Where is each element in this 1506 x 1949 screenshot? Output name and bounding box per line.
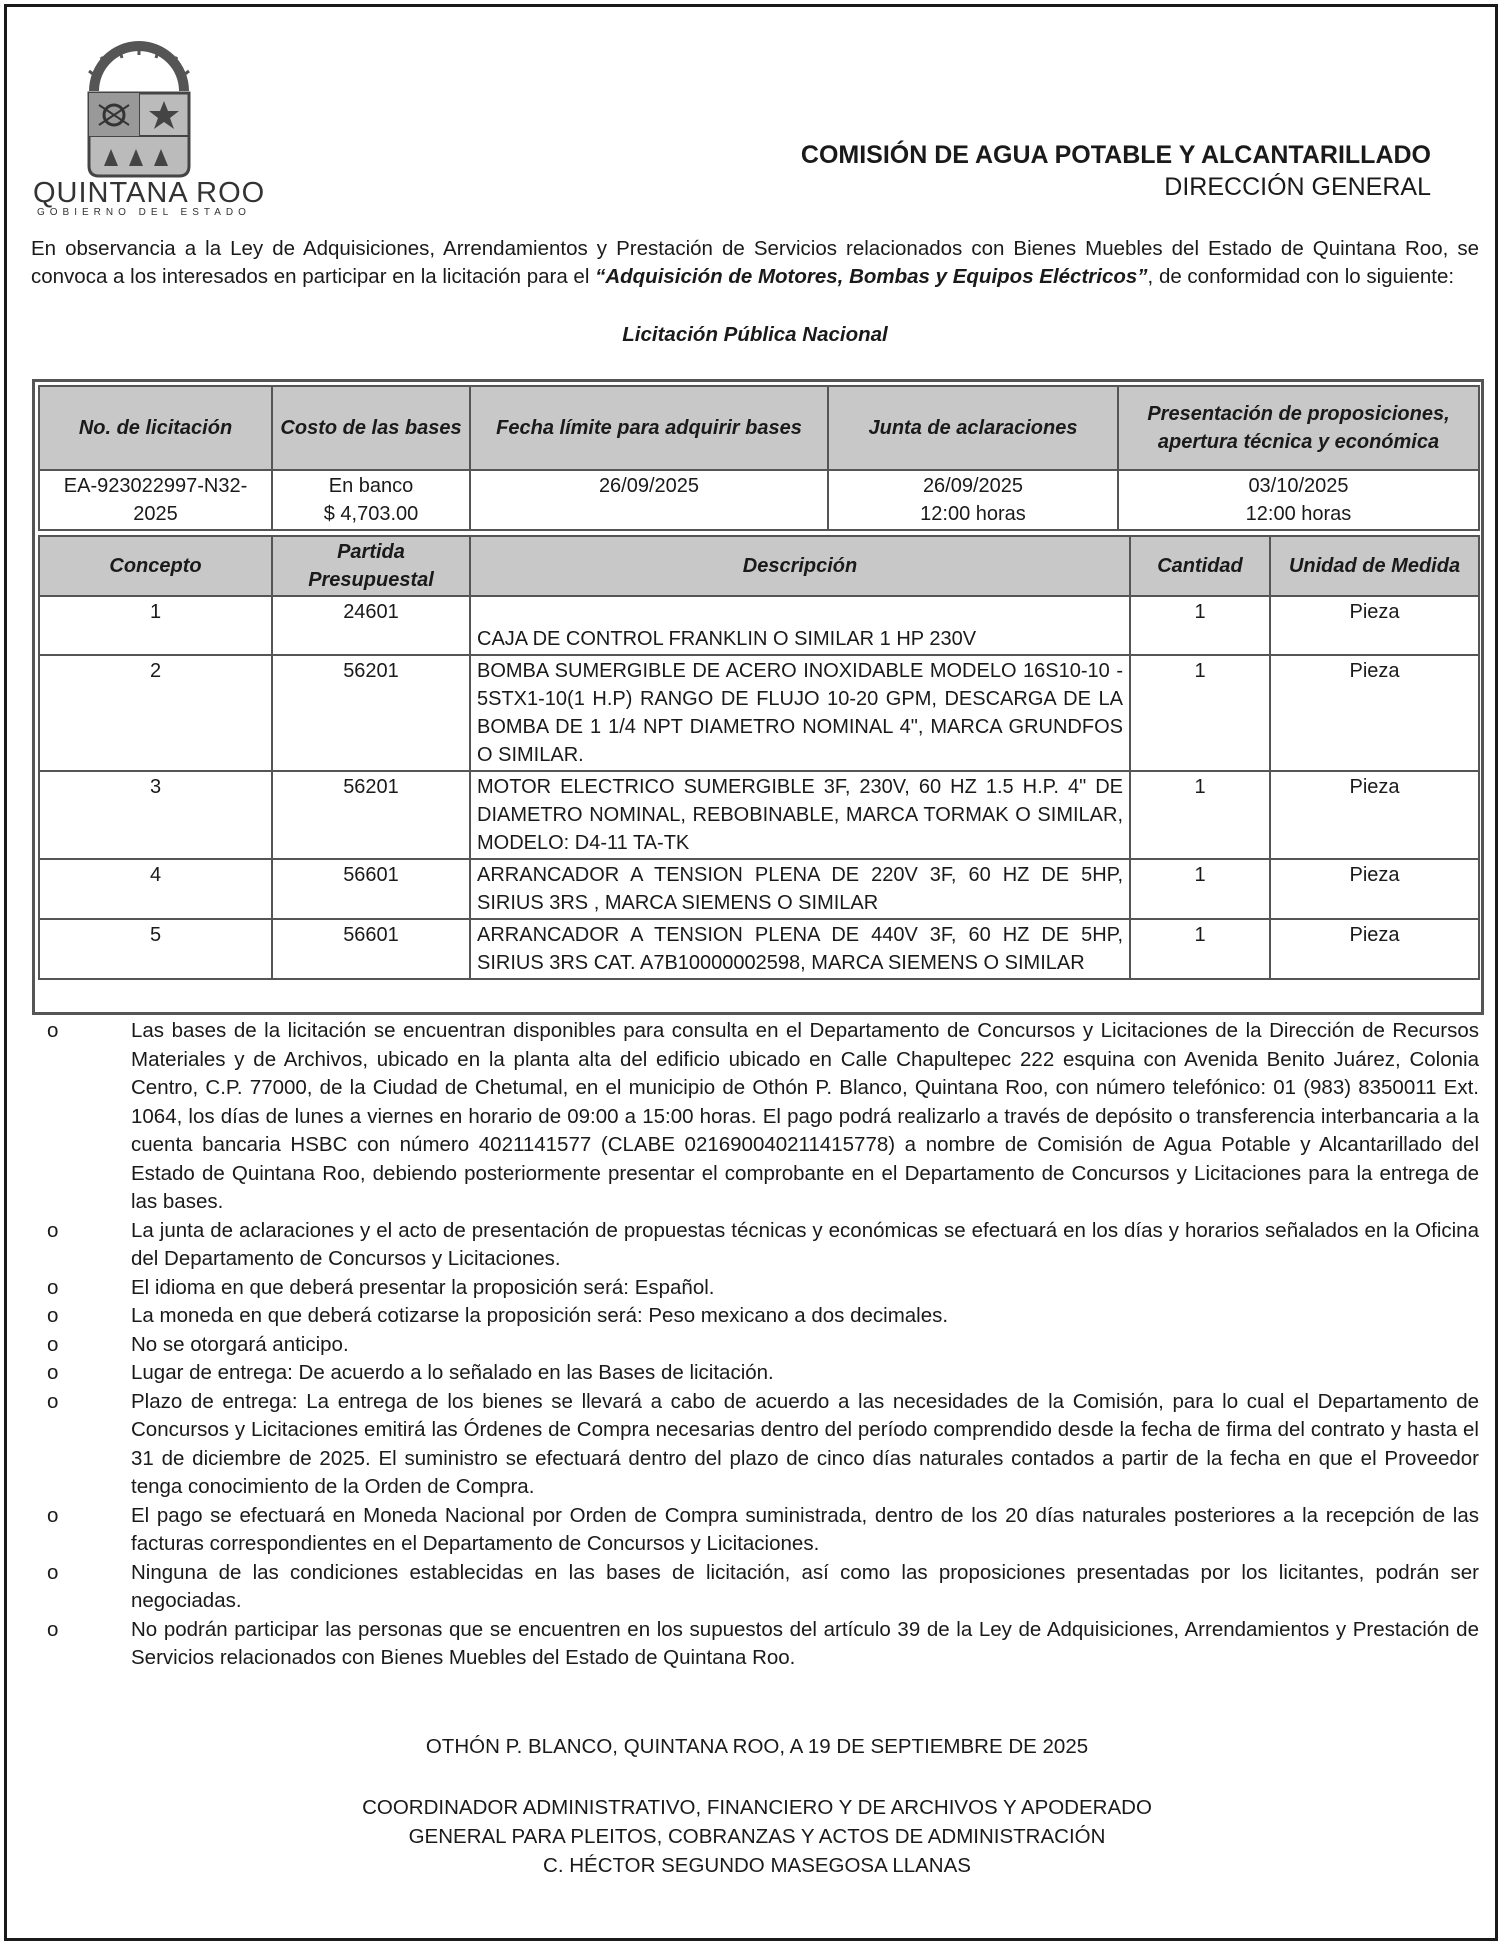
list-item [31, 1559, 1479, 1616]
item-cantidad: 1 [1130, 919, 1270, 979]
bullet-icon: o [47, 1304, 59, 1327]
item-cantidad: 1 [1130, 655, 1270, 771]
logo-name: QUINTANA ROO [33, 177, 266, 209]
bid-presentacion-fecha: 03/10/2025 [1248, 475, 1349, 497]
item-descripcion: MOTOR ELECTRICO SUMERGIBLE 3F, 230V, 60 HZ 1.5 H.P. 4" DE DIAMETRO NOMINAL, REBOBINABLE, MARCA TORMAK O SIMILAR, MODELO: D4-11 TA-TK [470, 771, 1130, 859]
tender-type: Licitación Pública Nacional [622, 323, 888, 346]
item-descripcion-text: CAJA DE CONTROL FRANKLIN O SIMILAR 1 HP 230V [477, 628, 977, 650]
table-row [39, 771, 1479, 859]
header-junta: Junta de aclaraciones [828, 386, 1118, 470]
item-unidad: Pieza [1270, 655, 1479, 771]
item-descripcion: ARRANCADOR A TENSION PLENA DE 440V 3F, 60 HZ DE 5HP, SIRIUS 3RS CAT. A7B10000002598, MARCA SIEMENS O SIMILAR [470, 919, 1130, 979]
item-concepto: 3 [39, 771, 272, 859]
bullet-icon: o [47, 1275, 59, 1299]
item-unidad: Pieza [1270, 596, 1479, 655]
list-item [31, 1302, 1479, 1331]
list-item [31, 1217, 1479, 1274]
list-item [31, 1017, 1479, 1217]
logo-subtitle: GOBIERNO DEL ESTADO [37, 207, 251, 218]
item-cantidad: 1 [1130, 859, 1270, 919]
bullet-icon: o [47, 1503, 59, 1527]
header-unidad: Unidad de Medida [1270, 536, 1479, 596]
signature-block [7, 1793, 1506, 1880]
table-row [39, 919, 1479, 979]
bullet-icon: o [47, 1218, 59, 1242]
item-concepto: 4 [39, 859, 272, 919]
item-partida: 24601 [272, 596, 470, 655]
bid-row [39, 470, 1479, 530]
tender-table-frame [32, 379, 1484, 1015]
item-unidad: Pieza [1270, 859, 1479, 919]
bullet-icon: o [47, 1019, 59, 1042]
note-text: Ninguna de las condiciones establecidas en las bases de licitación, así como las proposiciones presentadas por los licitantes, podrán ser negociadas. [131, 1560, 1479, 1612]
signature-name: C. HÉCTOR SEGUNDO MASEGOSA LLANAS [543, 1854, 971, 1877]
page-subtitle: DIRECCIÓN GENERAL [1164, 173, 1431, 201]
item-partida: 56601 [272, 919, 470, 979]
header-concepto: Concepto [39, 536, 272, 596]
item-concepto: 5 [39, 919, 272, 979]
item-unidad: Pieza [1270, 919, 1479, 979]
intro-before: En observancia a la Ley de Adquisiciones, Arrendamientos y Prestación de Servicios relacionados con Bienes Muebles del Estado de Quintana Roo, se convoca a los interesados en participar en la licitación para el [31, 237, 1479, 288]
list-item [31, 1388, 1479, 1502]
bullet-icon: o [47, 1332, 59, 1356]
note-text: No podrán participar las personas que se encuentren en los supuestos del artículo 39 de la Ley de Adquisiciones, Arrendamientos y Prestación de Servicios relacionados con Bienes Muebles del Estado de Quintana Roo. [131, 1617, 1479, 1669]
header-numero: No. de licitación [39, 386, 272, 470]
item-descripcion: ARRANCADOR A TENSION PLENA DE 220V 3F, 60 HZ DE 5HP, SIRIUS 3RS , MARCA SIEMENS O SIMILAR [470, 859, 1130, 919]
header-presentacion: Presentación de proposiciones, apertura técnica y económica [1118, 386, 1479, 470]
bullet-icon: o [47, 1389, 59, 1413]
table-row [39, 655, 1479, 771]
bid-costo [272, 470, 470, 530]
list-item [31, 1616, 1479, 1673]
item-descripcion: BOMBA SUMERGIBLE DE ACERO INOXIDABLE MODELO 16S10-10 - 5STX1-10(1 H.P) RANGO DE FLUJO 10-20 GPM, DESCARGA DE LA BOMBA DE 1 1/4 NPT DIAMETRO NOMINAL 4", MARCA GRUNDFOS O SIMILAR. [470, 655, 1130, 771]
bid-fecha-limite: 26/09/2025 [470, 470, 828, 530]
document-page [4, 4, 1498, 1941]
note-text: El pago se efectuará en Moneda Nacional por Orden de Compra suministrada, dentro de los 20 días naturales posteriores a la recepción de las facturas correspondientes en el Departamento de Concursos y Licitaciones. [131, 1503, 1479, 1555]
bid-presentacion-hora: 12:00 horas [1245, 503, 1352, 525]
header-costo: Costo de las bases [272, 386, 470, 470]
bid-numero-line2: 2025 [133, 503, 178, 525]
item-partida: 56601 [272, 859, 470, 919]
list-item [31, 1359, 1479, 1388]
table-row [39, 596, 1479, 655]
item-concepto: 2 [39, 655, 272, 771]
bullet-icon: o [47, 1560, 59, 1584]
item-unidad: Pieza [1270, 771, 1479, 859]
note-text: El idioma en que deberá presentar la proposición será: Español. [131, 1275, 715, 1299]
note-text: La moneda en que deberá cotizarse la proposición será: Peso mexicano a dos decimales. [131, 1304, 949, 1327]
bid-table [38, 385, 1480, 531]
intro-paragraph [31, 235, 1479, 291]
bid-numero [39, 470, 272, 530]
page-title: COMISIÓN DE AGUA POTABLE Y ALCANTARILLADO [800, 141, 1431, 169]
note-text: Lugar de entrega: De acuerdo a lo señalado en las Bases de licitación. [131, 1361, 774, 1384]
list-item [31, 1274, 1479, 1303]
table-row [39, 859, 1479, 919]
list-item [31, 1331, 1479, 1360]
note-text: La junta de aclaraciones y el acto de presentación de propuestas técnicas y económicas se efectuará en los días y horarios señalados en la Oficina del Departamento de Concursos y Licitaciones. [131, 1218, 1479, 1270]
item-concepto: 1 [39, 596, 272, 655]
bid-presentacion [1118, 470, 1479, 530]
list-item [31, 1502, 1479, 1559]
bid-numero-line1: EA-923022997-N32- [63, 475, 248, 497]
item-partida: 56201 [272, 771, 470, 859]
intro-emphasis: “Adquisición de Motores, Bombas y Equipos Eléctricos” [595, 265, 1148, 288]
conditions-list [31, 1017, 1479, 1673]
note-text: Las bases de la licitación se encuentran disponibles para consulta en el Departamento de Concursos y Licitaciones de la Dirección de Recursos Materiales y de Archivos, ubicado en la planta alta del edificio ubicado en Calle Chapultepec 222 esquina con Avenida Benito Juárez, Colonia Centro, C.P. 77000, de la Ciudad de Chetumal, en el municipio de Othón P. Blanco, Quintana Roo, con número telefónico: 01 (983) 8350011 Ext. 1064, los días de lunes a viernes en horario de 09:00 a 15:00 horas. El pago podrá realizarlo a través de depósito o transferencia interbancaria a la cuenta bancaria HSBC con número 4021141577 (CLABE 021690040211415778) a nombre de Comisión de Agua Potable y Alcantarillado del Estado de Quintana Roo, debiendo posteriormente presentar el comprobante en el Departamento de Concursos y Licitaciones para la entrega de las bases. [131, 1019, 1479, 1213]
item-descripcion [470, 596, 1130, 655]
item-cantidad: 1 [1130, 596, 1270, 655]
bid-costo-line1: En banco [328, 475, 414, 497]
note-text: Plazo de entrega: La entrega de los bienes se llevará a cabo de acuerdo a las necesidades de la Comisión, para lo cual el Departamento de Concursos y Licitaciones emitirá las Órdenes de Compra necesarias dentro del período comprendido desde la fecha de firma del contrato y hasta el 31 de diciembre de 2025. El suministro se efectuará dentro del plazo de cinco días naturales contados a partir de la fecha en que el Proveedor tenga conocimiento de la Orden de Compra. [131, 1389, 1479, 1498]
bid-junta-hora: 12:00 horas [920, 503, 1026, 525]
bullet-icon: o [47, 1617, 59, 1641]
signature-line1: COORDINADOR ADMINISTRATIVO, FINANCIERO Y DE ARCHIVOS Y APODERADO [362, 1796, 1152, 1819]
items-table [38, 535, 1480, 980]
note-text: No se otorgará anticipo. [131, 1332, 349, 1356]
bid-costo-line2: $ 4,703.00 [323, 503, 419, 525]
header-descripcion: Descripción [470, 536, 1130, 596]
header-cantidad: Cantidad [1130, 536, 1270, 596]
place-date: OTHÓN P. BLANCO, QUINTANA ROO, A 19 DE SEPTIEMBRE DE 2025 [425, 1735, 1089, 1758]
intro-after: , de conformidad con lo siguiente: [1147, 265, 1455, 288]
signature-line2: GENERAL PARA PLEITOS, COBRANZAS Y ACTOS DE ADMINISTRACIÓN [408, 1825, 1106, 1848]
item-partida: 56201 [272, 655, 470, 771]
item-cantidad: 1 [1130, 771, 1270, 859]
bullet-icon: o [47, 1361, 59, 1384]
header-partida: Partida Presupuestal [272, 536, 470, 596]
bid-junta-fecha: 26/09/2025 [922, 475, 1024, 497]
bid-junta [828, 470, 1118, 530]
header-fecha-limite: Fecha límite para adquirir bases [470, 386, 828, 470]
